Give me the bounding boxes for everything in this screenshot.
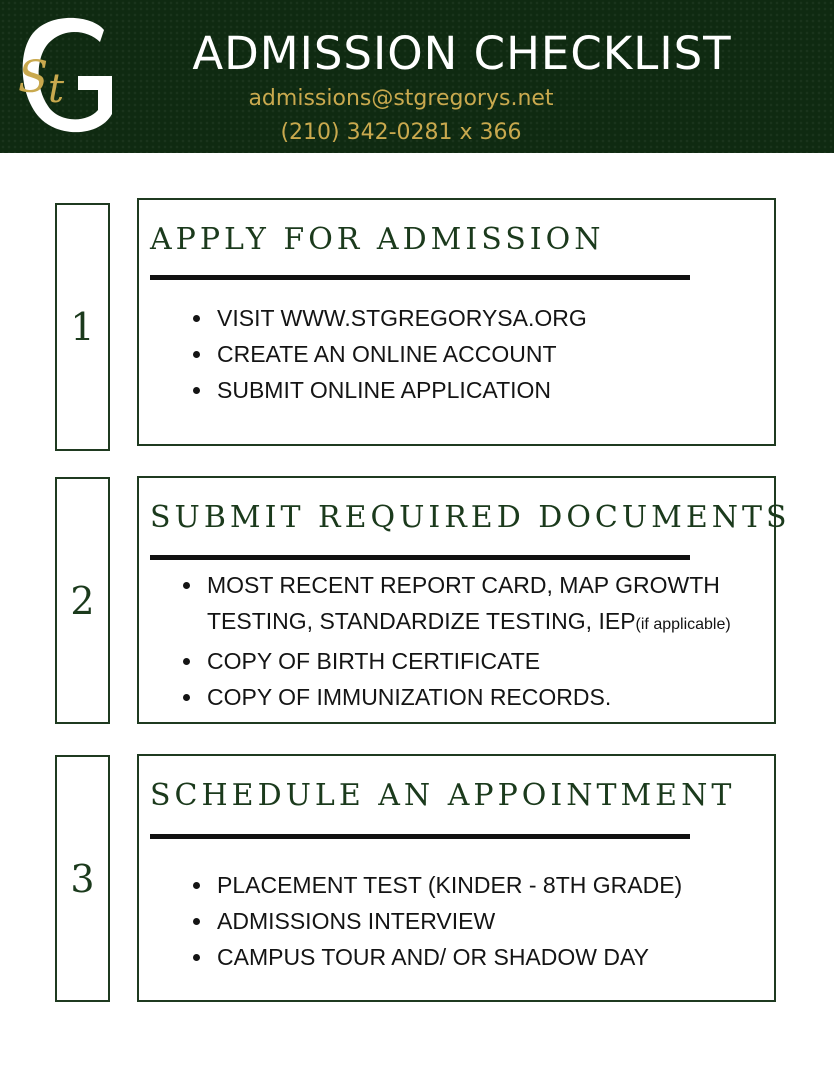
step-card-2 — [137, 476, 791, 724]
list-item: MOST RECENT REPORT CARD, MAP GROWTH TESTING, STANDARDIZE TESTING, IEP(if applicable) — [181, 567, 731, 643]
title-divider — [150, 275, 690, 280]
step-title-2: SUBMIT REQUIRED DOCUMENTS — [150, 500, 791, 535]
header-banner — [0, 0, 834, 153]
step-list-3 — [191, 867, 682, 975]
title-divider — [150, 555, 690, 560]
list-item: PLACEMENT TEST (KINDER - 8TH GRADE) — [191, 867, 682, 903]
svg-text:t: t — [48, 66, 65, 112]
svg-text:S: S — [18, 52, 49, 103]
list-item: ADMISSIONS INTERVIEW — [191, 903, 682, 939]
contact-phone[interactable]: (210) 342-0281 x 366 — [280, 120, 522, 145]
list-item: SUBMIT ONLINE APPLICATION — [191, 372, 587, 408]
title-divider — [150, 834, 690, 839]
list-item: CREATE AN ONLINE ACCOUNT — [191, 336, 587, 372]
list-item: VISIT WWW.STGREGORYSA.ORG — [191, 300, 587, 336]
step-title-1: APPLY FOR ADMISSION — [150, 222, 605, 257]
item-note: (if applicable) — [635, 616, 731, 633]
step-title-3: SCHEDULE AN APPOINTMENT — [150, 778, 736, 813]
list-item: COPY OF BIRTH CERTIFICATE — [181, 643, 731, 679]
step-card-1 — [137, 198, 776, 446]
list-item: CAMPUS TOUR AND/ OR SHADOW DAY — [191, 939, 682, 975]
step-number-1: 1 — [55, 203, 110, 451]
step-number-2: 2 — [55, 477, 110, 724]
step-card-3 — [137, 754, 776, 1002]
step-number-3: 3 — [55, 755, 110, 1002]
page-title: ADMISSION CHECKLIST — [192, 27, 732, 80]
contact-email[interactable]: admissions@stgregorys.net — [248, 86, 554, 111]
step-list-2 — [181, 567, 731, 715]
step-list-1 — [191, 300, 587, 408]
list-item: COPY OF IMMUNIZATION RECORDS. — [181, 679, 731, 715]
